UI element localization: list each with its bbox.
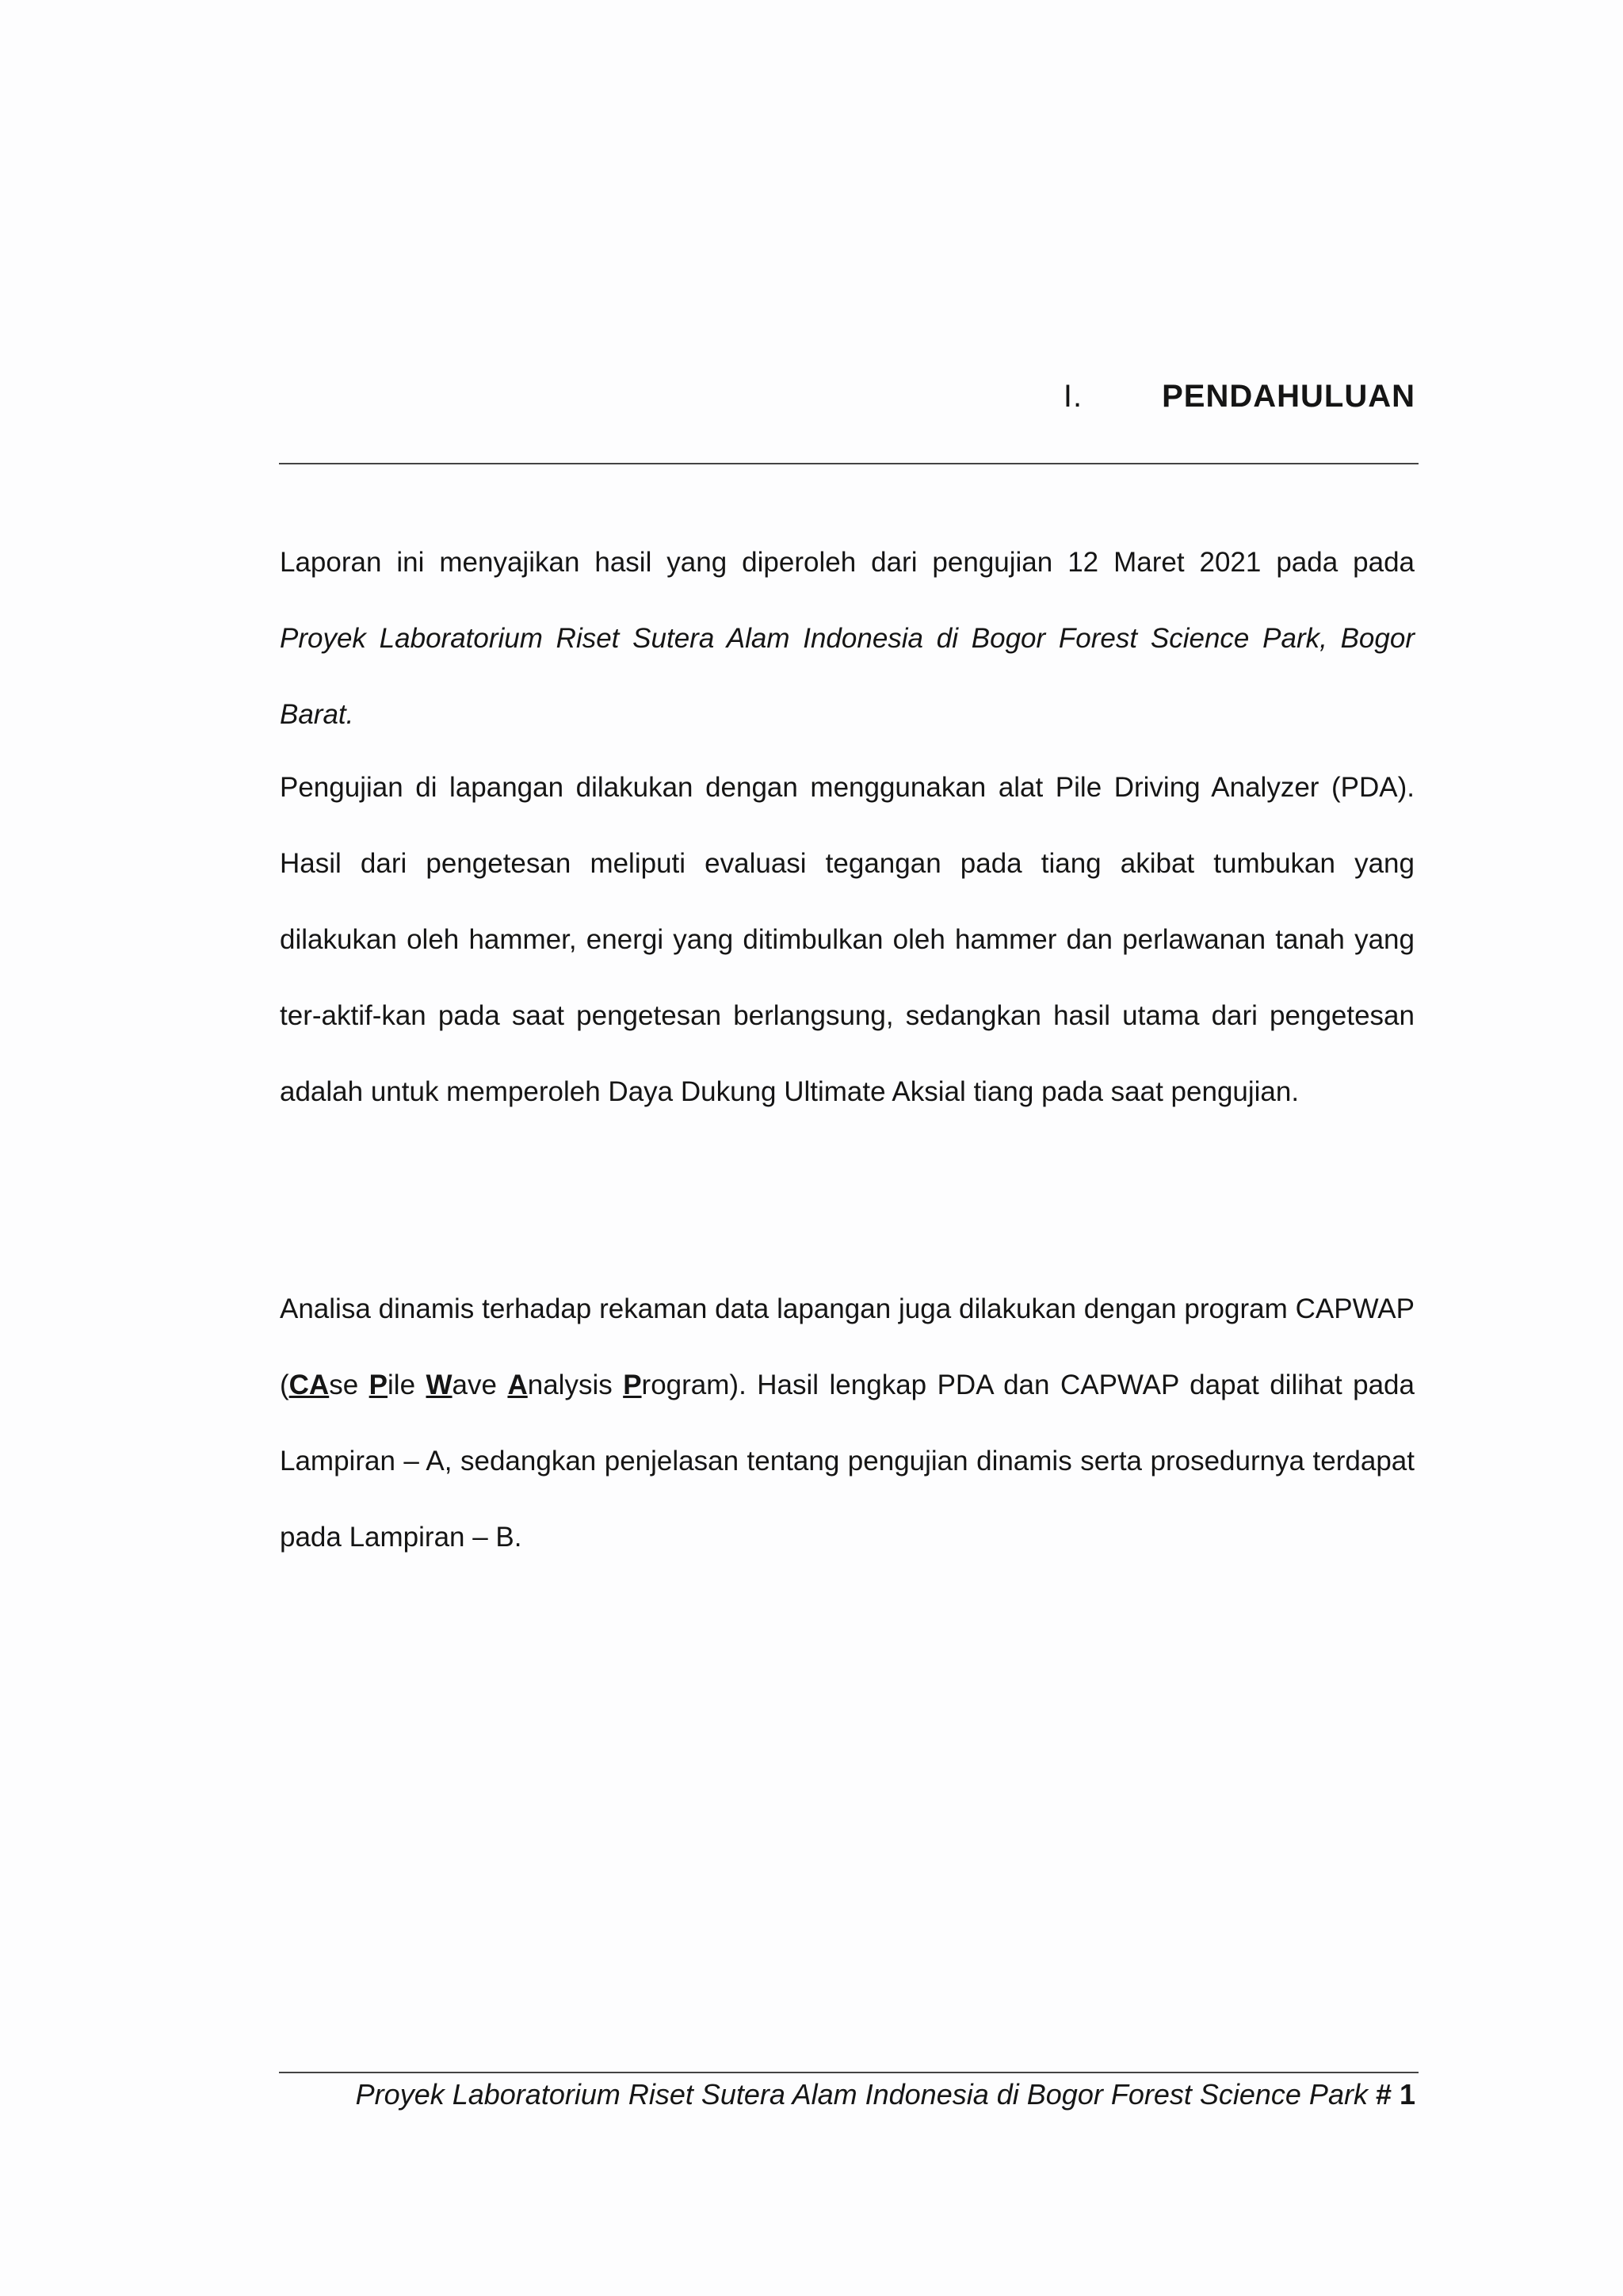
heading-divider — [279, 463, 1419, 464]
page-footer — [356, 2078, 1415, 2111]
chapter-title: PENDAHULUAN — [1162, 379, 1415, 414]
paragraph-capwap — [280, 1271, 1415, 1576]
capwap-intro: Analisa dinamis terhadap rekaman data lapangan juga dilakukan dengan program CAPWAP ( — [280, 1293, 1415, 1400]
acronym-ca: CA — [288, 1370, 330, 1400]
acronym-p2-rest: rogram — [641, 1370, 730, 1400]
footer-divider — [279, 2072, 1419, 2073]
acronym-a-rest: nalysis — [527, 1370, 624, 1400]
chapter-heading — [1064, 379, 1415, 415]
acronym-p1-rest: ile — [388, 1370, 426, 1400]
paragraph-pda-text: Pengujian di lapangan dilakukan dengan menggunakan alat Pile Driving Analyzer (PDA). Hasil dari pengetesan meliputi evaluasi tegangan pada tiang akibat tumbukan yang dilakukan oleh hammer, energi yang ditimbulkan oleh hammer dan perlawanan tanah yang ter-aktif-kan pada saat pengetesan berlangsung, sedangkan hasil utama dari pengetesan adalah untuk memperoleh Daya Dukung Ultimate Aksial tiang pada saat pengujian. — [280, 772, 1415, 1107]
chapter-number: I. — [1063, 379, 1083, 414]
acronym-ca-rest: se — [329, 1370, 369, 1400]
paragraph-intro-text: Laporan ini menyajikan hasil yang diperoleh dari pengujian 12 Maret 2021 pada pada — [280, 547, 1415, 578]
page-number: # 1 — [1367, 2078, 1415, 2111]
paragraph-intro — [280, 525, 1415, 753]
paragraph-pda-testing — [280, 750, 1415, 1130]
capwap-closing: ). Hasil lengkap PDA dan CAPWAP dapat dilihat pada Lampiran – A, sedangkan penjelasan tentang pengujian dinamis serta prosedurnya terdapat pada Lampiran – B. — [280, 1370, 1415, 1553]
acronym-a: A — [507, 1370, 528, 1400]
project-name-italic: Proyek Laboratorium Riset Sutera Alam Indonesia di Bogor Forest Science Park, Bogor Barat. — [280, 623, 1415, 730]
acronym-w-rest: ave — [452, 1370, 508, 1400]
acronym-p1: P — [369, 1370, 388, 1400]
acronym-p2: P — [623, 1370, 642, 1400]
acronym-w: W — [426, 1370, 453, 1400]
footer-project-name: Proyek Laboratorium Riset Sutera Alam Indonesia di Bogor Forest Science Park — [355, 2078, 1368, 2111]
